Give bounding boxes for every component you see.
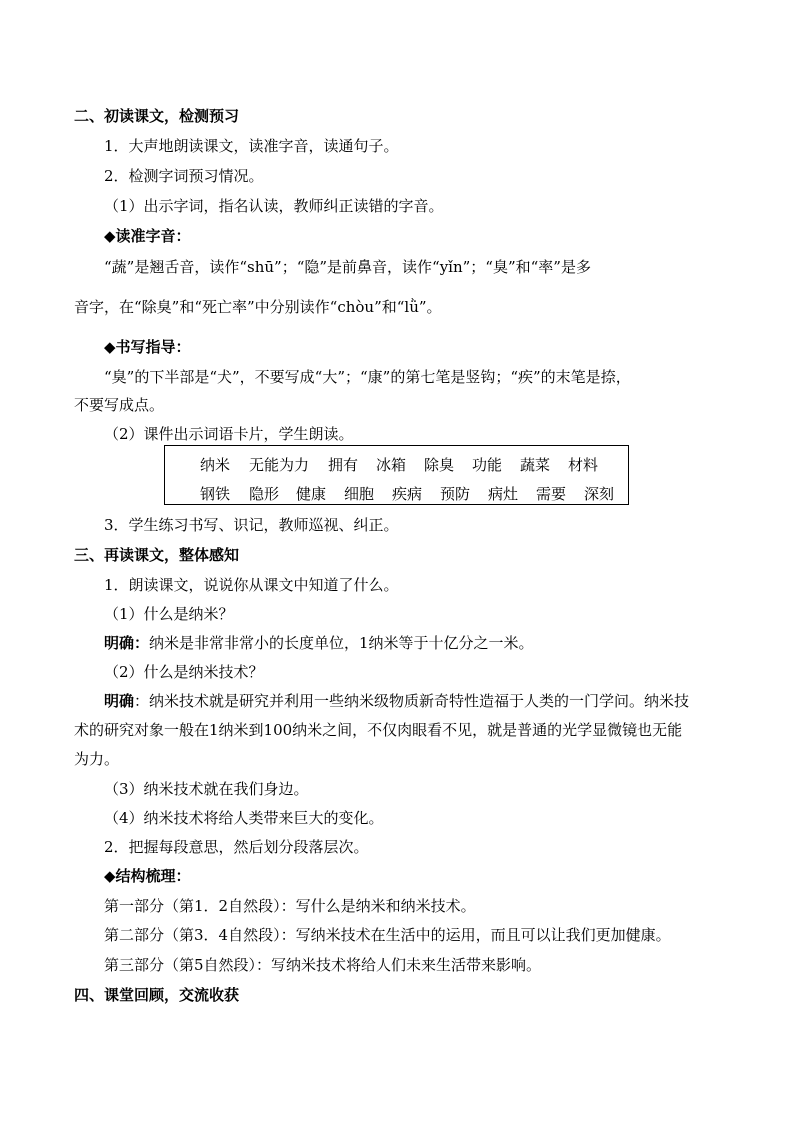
pronunciation-title: ◆读准字音： [104,227,191,245]
word-card: 预防 [440,485,471,503]
pronunciation-line-2: 音字，在“除臭”和“死亡率”中分别读作“chòu”和“lǜ”。 [74,298,442,316]
step-3-text: 3．学生练习书写、识记，教师巡视、纠正。 [104,516,399,534]
pronunciation-line-1: “蔬”是翘舌音，读作“shū”；“隐”是前鼻音，读作“yǐn”；“臭”和“率”是多 [104,258,591,276]
answer-text: ：纳米技术就是研究并利用一些纳米级物质新奇特性造福于人类的一门学问。纳米技 [134,692,690,710]
answer-label: 明确 [104,692,135,710]
word-card: 蔬菜 [520,456,551,474]
word-card: 功能 [472,456,503,474]
section-heading-2: 二、初读课文，检测预习 [74,107,240,125]
word-card: 冰箱 [376,456,407,474]
structure-part-1: 第一部分（第1．2自然段）：写什么是纳米和纳米技术。 [104,897,476,915]
word-card: 钢铁 [200,485,231,503]
section-heading-3: 三、再读课文，整体感知 [74,546,240,564]
sub-step-1-text: （1）出示字词，指名认读，教师纠正读错的字音。 [104,197,444,215]
word-card: 疾病 [392,485,423,503]
step-1-text: 1．大声地朗读课文，读准字音，读通句子。 [104,137,399,155]
word-card: 隐形 [249,485,280,503]
word-card-box [164,445,629,505]
word-card: 需要 [536,485,567,503]
writing-guide-title: ◆书写指导： [104,338,191,356]
sub-step-2-text: （2）课件出示词语卡片，学生朗读。 [104,425,354,443]
answer-2-line-3: 为力。 [74,750,120,768]
writing-guide-line-2: 不要写成点。 [74,396,165,414]
structure-title: ◆结构梳理： [104,867,191,885]
question-4: （4）纳米技术将给人类带来巨大的变化。 [104,809,384,827]
structure-part-2: 第二部分（第3．4自然段）：写纳米技术在生活中的运用，而且可以让我们更加健康。 [104,926,671,944]
word-card: 深刻 [584,485,615,503]
structure-part-3: 第三部分（第5自然段）：写纳米技术将给人们未来生活带来影响。 [104,956,542,974]
word-card: 细胞 [344,485,375,503]
answer-label: 明确： [104,634,150,652]
question-3: （3）纳米技术就在我们身边。 [104,780,309,798]
question-2: （2）什么是纳米技术？ [104,663,264,681]
word-card: 病灶 [488,485,519,503]
question-1: （1）什么是纳米？ [104,605,234,623]
word-card: 拥有 [328,456,359,474]
word-card: 纳米 [200,456,231,474]
step-2-text: 2．检测字词预习情况。 [104,167,264,185]
s3-step-2-text: 2．把握每段意思，然后划分段落层次。 [104,838,369,856]
word-card: 材料 [568,456,599,474]
word-card: 健康 [296,485,327,503]
answer-1 [104,634,534,652]
answer-2-line-1 [104,692,689,710]
answer-text: 纳米是非常非常小的长度单位，1纳米等于十亿分之一米。 [149,634,534,652]
word-card: 无能为力 [249,456,310,474]
s3-step-1-text: 1．朗读课文，说说你从课文中知道了什么。 [104,576,399,594]
word-card: 除臭 [424,456,455,474]
section-heading-4: 四、课堂回顾，交流收获 [74,986,240,1004]
answer-2-line-2: 术的研究对象一般在1纳米到100纳米之间，不仅肉眼看不见，就是普通的光学显微镜也无能 [74,721,683,739]
writing-guide-line-1: “臭”的下半部是“犬”，不要写成“大”；“康”的第七笔是竖钩；“疾”的末笔是捺， [104,368,631,386]
